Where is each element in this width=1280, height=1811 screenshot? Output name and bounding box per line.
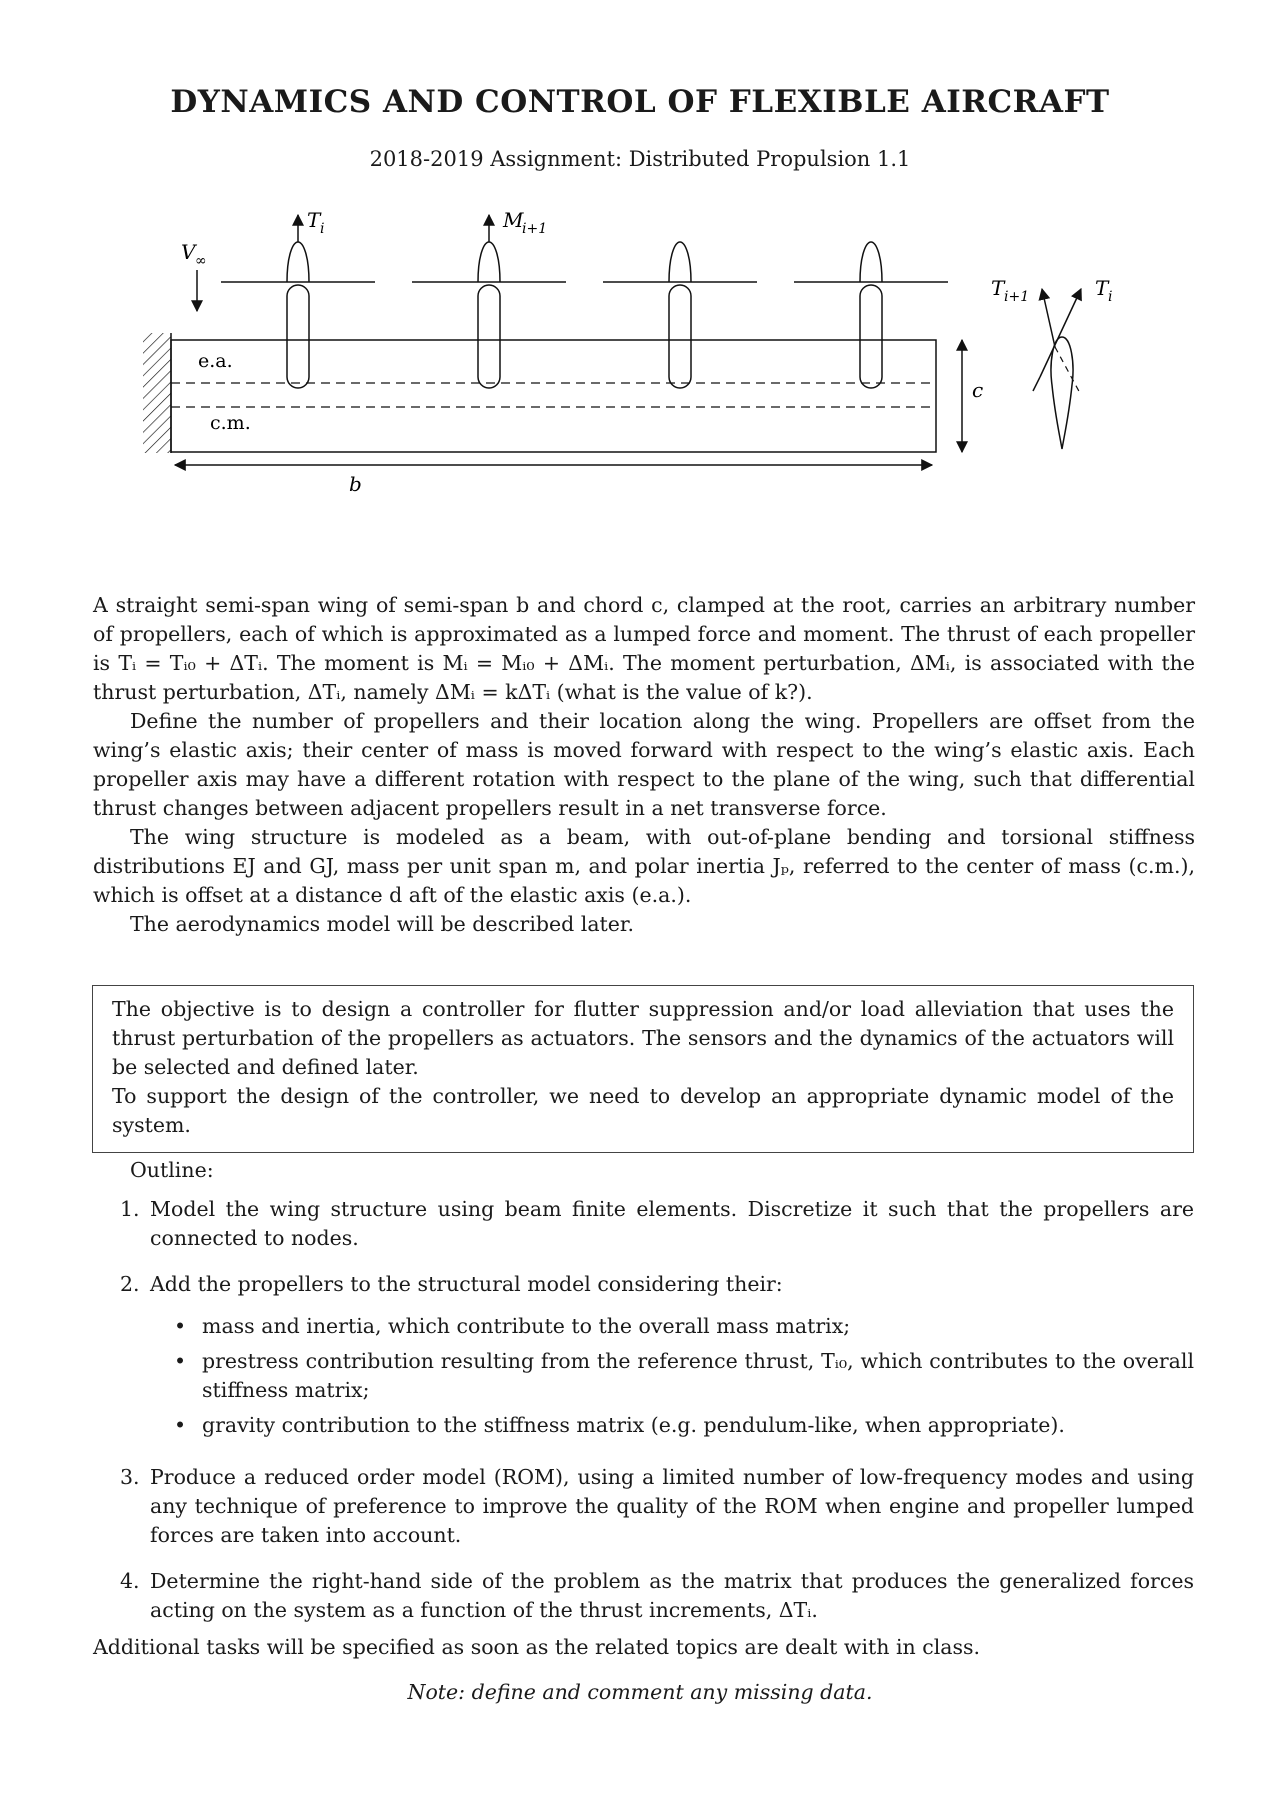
svg-text:i+1: i+1	[522, 221, 548, 237]
outline-list	[120, 1195, 1194, 1642]
svg-text:∞: ∞	[195, 253, 207, 269]
wing-planform	[171, 340, 936, 452]
task-2-text: Add the propellers to the structural model considering their:	[150, 1272, 783, 1296]
outline-label: Outline:	[130, 1158, 214, 1182]
svg-text:V: V	[181, 240, 196, 264]
page-title: DYNAMICS AND CONTROL OF FLEXIBLE AIRCRAFT	[170, 84, 1110, 120]
task-1-text: Model the wing structure using beam finite elements. Discretize it such that the propellers are connected to nodes.	[150, 1197, 1194, 1250]
svg-text:M: M	[503, 208, 524, 232]
clamp-hatching	[143, 333, 171, 453]
note: Note: define and comment any missing data.	[407, 1680, 873, 1704]
svg-text:i: i	[1108, 289, 1113, 305]
propeller-2	[412, 242, 566, 388]
paragraph-3: The wing structure is modeled as a beam, with out-of-plane bending and torsional stiffness distributions EJ and GJ, mass per unit span m, and polar inertia Jₚ, referred to the center of mass (c.m.), which is offset at a distance d aft of the elastic axis (e.a.).	[93, 825, 1195, 907]
body-text	[93, 591, 1195, 939]
svg-text:T: T	[991, 276, 1005, 300]
svg-text:T: T	[1095, 276, 1109, 300]
wing-propeller-diagram	[135, 208, 1165, 580]
bullet-item: • gravity contribution to the stiffness matrix (e.g. pendulum-like, when appropriate).	[174, 1413, 1065, 1437]
airfoil-section	[1051, 337, 1073, 449]
thrust-label	[307, 208, 324, 237]
velocity-label	[181, 240, 207, 269]
svg-text:T: T	[307, 208, 321, 232]
span-label: b	[349, 472, 362, 496]
elastic-axis-label: e.a.	[198, 350, 233, 372]
task-3-text: Produce a reduced order model (ROM), using a limited number of low-frequency modes and using any technique of preference to improve the quality of the ROM when engine and propeller lumped forces are taken into account.	[150, 1465, 1194, 1547]
svg-text:i+1: i+1	[1004, 289, 1030, 305]
propeller-4	[794, 242, 948, 388]
objective-box	[92, 985, 1194, 1153]
list-item: 3. Produce a reduced order model (ROM), using a limited number of low-frequency modes and using any technique of preference to improve the quality of the ROM when engine and propeller lumped forces are taken into account.	[120, 1463, 1194, 1550]
list-item: 2. Add the propellers to the structural model considering their: • mass and inertia, which contribute to the overall mass matrix; • prestress contribution resulting from the reference thrust, Tᵢ₀, which contributes to the overall stiffness matrix; • gravity contribution to the stiffness matrix (e.g. pendulum-like, when appropriate).	[120, 1270, 1194, 1446]
closing-sentence: Additional tasks will be specified as soon as the related topics are dealt with in class.	[93, 1635, 981, 1659]
chord-label: c	[972, 378, 984, 402]
section-thrust-left-label	[991, 276, 1029, 305]
svg-text:i: i	[320, 221, 325, 237]
paragraph-4: The aerodynamics model will be described later.	[130, 912, 634, 936]
paragraph-1: A straight semi-span wing of semi-span b and chord c, clamped at the root, carries an arbitrary number of propellers, each of which is approximated as a lumped force and moment. The thrust of each propeller is Tᵢ = Tᵢ₀ + ΔTᵢ. The moment is Mᵢ = Mᵢ₀ + ΔMᵢ. The moment perturbation, ΔMᵢ, is associated with the thrust perturbation, ΔTᵢ, namely ΔMᵢ = kΔTᵢ (what is the value of k?).	[93, 593, 1195, 704]
moment-label	[502, 208, 547, 237]
list-item: 1. Model the wing structure using beam finite elements. Discretize it such that the propellers are connected to nodes.	[120, 1195, 1194, 1253]
task-4-text: Determine the right-hand side of the problem as the matrix that produces the generalized forces acting on the system as a function of the thrust increments, ΔTᵢ.	[150, 1569, 1194, 1622]
propeller-3	[603, 242, 757, 388]
center-of-mass-label: c.m.	[210, 412, 251, 434]
objective-line-1: The objective is to design a controller for flutter suppression and/or load alleviation that uses the thrust perturbation of the propellers as actuators. The sensors and the dynamics of the actuators will be selected and defined later.	[112, 997, 1174, 1079]
section-thrust-right-arrow	[1040, 289, 1081, 377]
task-2-bullets	[174, 1312, 1194, 1440]
propeller-1	[221, 242, 375, 388]
section-thrust-right-label	[1095, 276, 1112, 305]
objective-line-2: To support the design of the controller, we need to develop an appropriate dynamic model of the system.	[112, 1084, 1174, 1137]
list-item: 4. Determine the right-hand side of the problem as the matrix that produces the generalized forces acting on the system as a function of the thrust increments, ΔTᵢ.	[120, 1567, 1194, 1625]
section-thrust-left-arrow	[1042, 289, 1055, 347]
bullet-item: • prestress contribution resulting from the reference thrust, Tᵢ₀, which contributes to the overall stiffness matrix;	[174, 1349, 1194, 1402]
bullet-item: • mass and inertia, which contribute to the overall mass matrix;	[174, 1314, 851, 1338]
page-subtitle: 2018-2019 Assignment: Distributed Propulsion 1.1	[369, 147, 911, 171]
paragraph-2: Define the number of propellers and their location along the wing. Propellers are offset from the wing’s elastic axis; their center of mass is moved forward with respect to the wing’s elastic axis. Each propeller axis may have a different rotation with respect to the plane of the wing, such that differential thrust changes between adjacent propellers result in a net transverse force.	[93, 709, 1195, 820]
